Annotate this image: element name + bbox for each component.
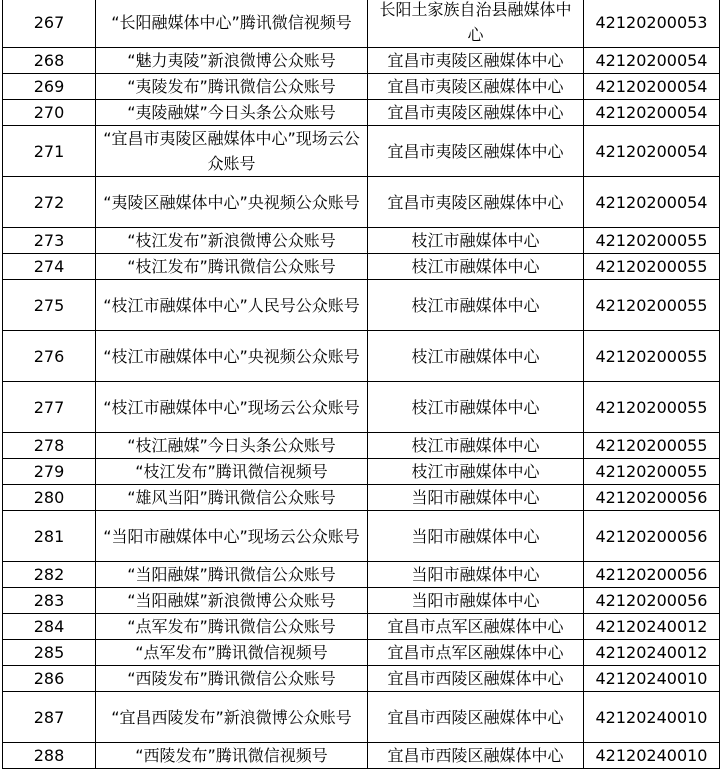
row-number-cell: 267 — [3, 0, 96, 48]
registration-code-cell: 42120200056 — [584, 511, 720, 562]
table-row — [3, 459, 720, 485]
table-row — [3, 485, 720, 511]
account-name-cell: “夷陵区融媒体中心”央视频公众账号 — [96, 177, 368, 228]
row-number-cell: 275 — [3, 280, 96, 331]
organization-cell: 枝江市融媒体中心 — [368, 433, 584, 459]
organization-cell: 长阳土家族自治县融媒体中心 — [368, 0, 584, 48]
table-row — [3, 228, 720, 254]
registration-code-cell: 42120200054 — [584, 177, 720, 228]
organization-cell: 宜昌市夷陵区融媒体中心 — [368, 177, 584, 228]
account-name-cell: “枝江市融媒体中心”人民号公众账号 — [96, 280, 368, 331]
organization-cell: 枝江市融媒体中心 — [368, 382, 584, 433]
registration-code-cell: 42120200054 — [584, 74, 720, 100]
table-row — [3, 331, 720, 382]
registration-code-cell: 42120200054 — [584, 100, 720, 126]
table-row — [3, 177, 720, 228]
row-number-cell: 281 — [3, 511, 96, 562]
registration-code-cell: 42120240010 — [584, 692, 720, 743]
registration-code-cell: 42120240012 — [584, 614, 720, 640]
table-row — [3, 562, 720, 588]
row-number-cell: 269 — [3, 74, 96, 100]
row-number-cell: 283 — [3, 588, 96, 614]
row-number-cell: 286 — [3, 666, 96, 692]
table-row — [3, 0, 720, 48]
row-number-cell: 284 — [3, 614, 96, 640]
table-row — [3, 74, 720, 100]
table-row — [3, 280, 720, 331]
row-number-cell: 285 — [3, 640, 96, 666]
table-row — [3, 100, 720, 126]
organization-cell: 宜昌市西陵区融媒体中心 — [368, 666, 584, 692]
registration-code-cell: 42120200055 — [584, 433, 720, 459]
organization-cell: 宜昌市夷陵区融媒体中心 — [368, 126, 584, 177]
registration-code-cell: 42120240010 — [584, 743, 720, 769]
account-name-cell: “枝江市融媒体中心”现场云公众账号 — [96, 382, 368, 433]
table-row — [3, 614, 720, 640]
table-row — [3, 692, 720, 743]
account-name-cell: “枝江发布”腾讯微信视频号 — [96, 459, 368, 485]
table-row — [3, 126, 720, 177]
table-row — [3, 743, 720, 769]
table-body — [3, 0, 720, 769]
organization-cell: 枝江市融媒体中心 — [368, 331, 584, 382]
row-number-cell: 273 — [3, 228, 96, 254]
table-row — [3, 382, 720, 433]
table-row — [3, 511, 720, 562]
row-number-cell: 282 — [3, 562, 96, 588]
registration-code-cell: 42120200055 — [584, 331, 720, 382]
registration-code-cell: 42120200054 — [584, 126, 720, 177]
table-row — [3, 666, 720, 692]
registration-code-cell: 42120200055 — [584, 459, 720, 485]
table-row — [3, 433, 720, 459]
row-number-cell: 277 — [3, 382, 96, 433]
row-number-cell: 276 — [3, 331, 96, 382]
registration-code-cell: 42120200054 — [584, 48, 720, 74]
account-name-cell: “枝江市融媒体中心”央视频公众账号 — [96, 331, 368, 382]
account-name-cell: “枝江发布”腾讯微信公众账号 — [96, 254, 368, 280]
organization-cell: 宜昌市夷陵区融媒体中心 — [368, 48, 584, 74]
organization-cell: 当阳市融媒体中心 — [368, 511, 584, 562]
row-number-cell: 287 — [3, 692, 96, 743]
row-number-cell: 288 — [3, 743, 96, 769]
account-name-cell: “当阳融媒”腾讯微信公众账号 — [96, 562, 368, 588]
account-name-cell: “宜昌西陵发布”新浪微博公众账号 — [96, 692, 368, 743]
table-row — [3, 640, 720, 666]
registry-table — [2, 0, 720, 769]
row-number-cell: 280 — [3, 485, 96, 511]
registration-code-cell: 42120240010 — [584, 666, 720, 692]
account-name-cell: “西陵发布”腾讯微信视频号 — [96, 743, 368, 769]
account-name-cell: “雄风当阳”腾讯微信公众账号 — [96, 485, 368, 511]
organization-cell: 当阳市融媒体中心 — [368, 485, 584, 511]
row-number-cell: 270 — [3, 100, 96, 126]
registration-code-cell: 42120200055 — [584, 228, 720, 254]
account-name-cell: “点军发布”腾讯微信公众账号 — [96, 614, 368, 640]
organization-cell: 宜昌市夷陵区融媒体中心 — [368, 74, 584, 100]
row-number-cell: 279 — [3, 459, 96, 485]
organization-cell: 当阳市融媒体中心 — [368, 588, 584, 614]
organization-cell: 当阳市融媒体中心 — [368, 562, 584, 588]
registration-code-cell: 42120200053 — [584, 0, 720, 48]
row-number-cell: 271 — [3, 126, 96, 177]
organization-cell: 枝江市融媒体中心 — [368, 459, 584, 485]
row-number-cell: 268 — [3, 48, 96, 74]
account-name-cell: “当阳融媒”新浪微博公众账号 — [96, 588, 368, 614]
registration-code-cell: 42120200055 — [584, 254, 720, 280]
registration-code-cell: 42120200056 — [584, 485, 720, 511]
registration-code-cell: 42120200055 — [584, 382, 720, 433]
account-name-cell: “当阳市融媒体中心”现场云公众账号 — [96, 511, 368, 562]
row-number-cell: 274 — [3, 254, 96, 280]
account-name-cell: “长阳融媒体中心”腾讯微信视频号 — [96, 0, 368, 48]
account-name-cell: “宜昌市夷陵区融媒体中心”现场云公众账号 — [96, 126, 368, 177]
registration-code-cell: 42120200055 — [584, 280, 720, 331]
registration-code-cell: 42120240012 — [584, 640, 720, 666]
registration-code-cell: 42120200056 — [584, 588, 720, 614]
row-number-cell: 278 — [3, 433, 96, 459]
organization-cell: 枝江市融媒体中心 — [368, 254, 584, 280]
registration-code-cell: 42120200056 — [584, 562, 720, 588]
account-name-cell: “夷陵发布”腾讯微信公众账号 — [96, 74, 368, 100]
organization-cell: 宜昌市西陵区融媒体中心 — [368, 743, 584, 769]
organization-cell: 宜昌市西陵区融媒体中心 — [368, 692, 584, 743]
account-name-cell: “夷陵融媒”今日头条公众账号 — [96, 100, 368, 126]
account-name-cell: “魅力夷陵”新浪微博公众账号 — [96, 48, 368, 74]
account-name-cell: “点军发布”腾讯微信视频号 — [96, 640, 368, 666]
account-name-cell: “枝江发布”新浪微博公众账号 — [96, 228, 368, 254]
table-row — [3, 588, 720, 614]
row-number-cell: 272 — [3, 177, 96, 228]
organization-cell: 宜昌市夷陵区融媒体中心 — [368, 100, 584, 126]
organization-cell: 枝江市融媒体中心 — [368, 280, 584, 331]
account-name-cell: “西陵发布”腾讯微信公众账号 — [96, 666, 368, 692]
account-name-cell: “枝江融媒”今日头条公众账号 — [96, 433, 368, 459]
table-row — [3, 254, 720, 280]
organization-cell: 宜昌市点军区融媒体中心 — [368, 640, 584, 666]
table-row — [3, 48, 720, 74]
organization-cell: 宜昌市点军区融媒体中心 — [368, 614, 584, 640]
organization-cell: 枝江市融媒体中心 — [368, 228, 584, 254]
